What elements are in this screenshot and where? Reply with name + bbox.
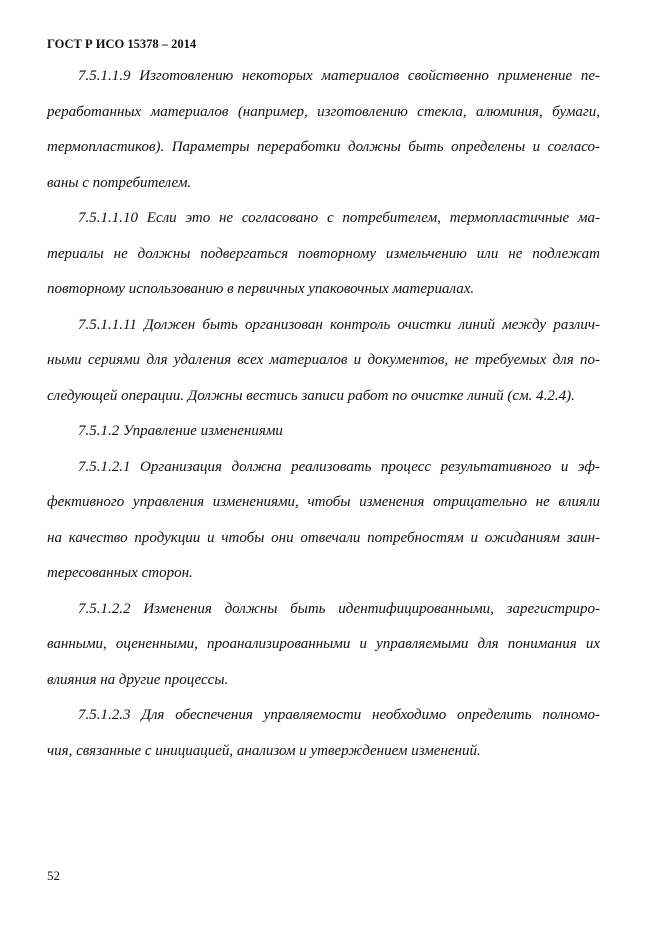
- document-header: ГОСТ Р ИСО 15378 – 2014: [47, 37, 197, 51]
- paragraph: [47, 450, 600, 592]
- paragraph-line: 7.5.1.2.1 Организация должна реализовать процесс результативного и эф-: [78, 458, 600, 475]
- paragraph-line: фективного управления изменениями, чтобы изменения отрицательно не влияли: [47, 494, 600, 510]
- paragraph-line: 7.5.1.2.3 Для обеспечения управляемости необходимо определить полномо-: [78, 707, 600, 723]
- paragraph-line: 7.5.1.1.10 Если это не согласовано с потребителем, термопластичные ма-: [78, 210, 600, 226]
- paragraph-line: на качество продукции и чтобы они отвечали потребностям и ожиданиям заин-: [47, 529, 600, 546]
- paragraph-line: 7.5.1.2.2 Изменения должны быть идентифицированными, зарегистриро-: [78, 600, 600, 617]
- paragraph-line: териалы не должны подвергаться повторному измельчению или не подлежат: [47, 245, 600, 262]
- paragraph: [47, 592, 600, 699]
- paragraph: [47, 698, 600, 769]
- paragraph-line: ными сериями для удаления всех материалов и документов, не требуемых для по-: [47, 352, 600, 368]
- paragraph-line: ваны с потребителем.: [47, 174, 192, 191]
- page-number: 52: [47, 868, 60, 883]
- paragraph-line: 7.5.1.1.9 Изготовлению некоторых материалов свойственно применение пе-: [78, 68, 600, 84]
- paragraph: [47, 308, 600, 415]
- paragraph-line: ванными, оцененными, проанализированными и управляемыми для понимания их: [47, 636, 600, 652]
- paragraph-line: повторному использованию в первичных упаковочных материалах.: [47, 281, 475, 297]
- paragraph: [47, 414, 600, 450]
- paragraph-line: влияния на другие процессы.: [47, 671, 229, 688]
- document-body: [47, 59, 600, 769]
- paragraph: [47, 201, 600, 308]
- paragraph-line: тересованных сторон.: [47, 565, 193, 581]
- paragraph-line: 7.5.1.2 Управление изменениями: [78, 423, 283, 439]
- paragraph-line: следующей операции. Должны вестись записи работ по очистке линий (см. 4.2.4).: [47, 387, 575, 404]
- paragraph-line: чия, связанные с инициацией, анализом и утверждением изменений.: [47, 742, 481, 759]
- paragraph-line: 7.5.1.1.11 Должен быть организован контроль очистки линий между различ-: [78, 316, 600, 333]
- paragraph-line: реработанных материалов (например, изготовлению стекла, алюминия, бумаги,: [47, 103, 600, 120]
- paragraph-line: термопластиков). Параметры переработки должны быть определены и согласо-: [47, 139, 600, 155]
- paragraph: [47, 59, 600, 201]
